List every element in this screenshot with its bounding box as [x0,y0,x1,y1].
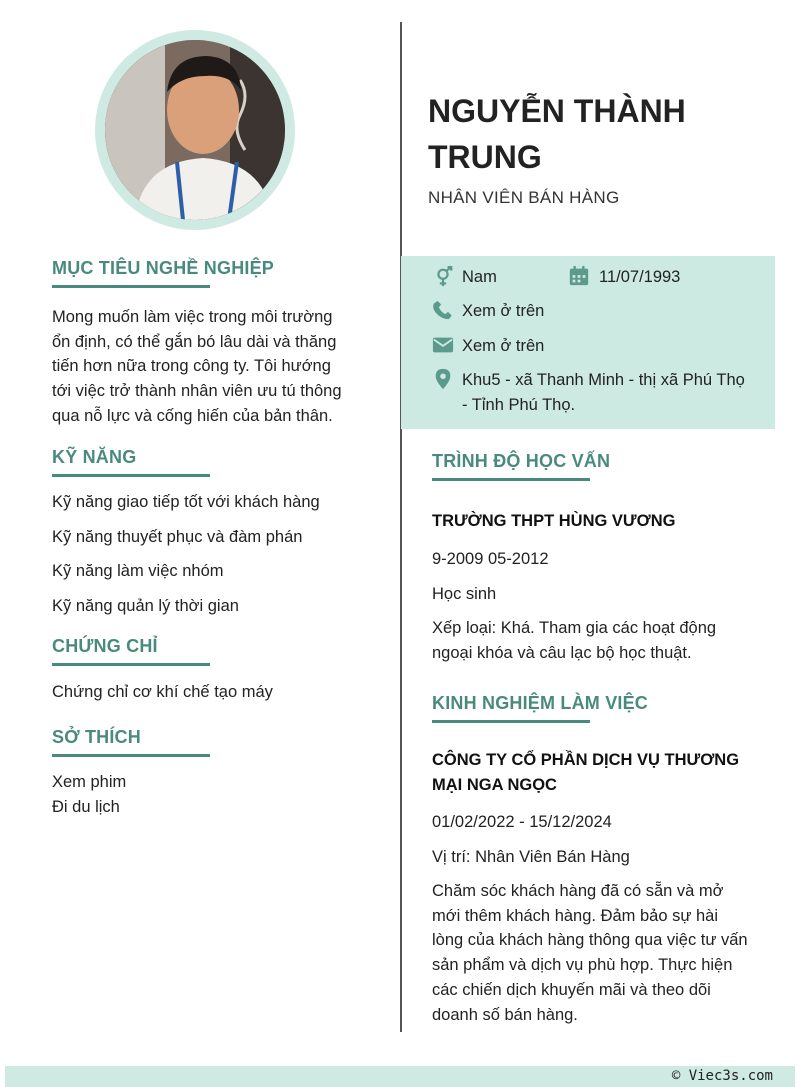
contact-panel [401,256,775,429]
skill-item: Kỹ năng làm việc nhóm [52,562,224,580]
avatar-ring [95,30,295,230]
skill-item: Kỹ năng giao tiếp tốt với khách hàng [52,493,320,511]
hobbies-underline [52,754,210,757]
skills-underline [52,474,210,477]
certificates-underline [52,663,210,666]
education-underline [432,478,590,481]
experience-heading: KINH NGHIỆM LÀM VIỆC [432,693,649,713]
experience-description: Chăm sóc khách hàng đã có sẵn và mở mới thêm khách hàng. Đảm bảo sự hài lòng của khách hàng thông qua việc tư vấn sản phẩm và dịch vụ phù hợp. Thực hiện các chiến dịch khuyến mãi và theo dõi doanh số bán hàng. [432,882,748,1024]
candidate-title: NHÂN VIÊN BÁN HÀNG [428,188,620,207]
skills-heading: KỸ NĂNG [52,447,137,467]
hobby-item: Xem phim [52,773,127,791]
experience-company-line: CÔNG TY CỔ PHẦN DỊCH VỤ THƯƠNG [432,751,740,769]
certificate-item: Chứng chỉ cơ khí chế tạo máy [52,683,273,701]
hobbies-heading: SỞ THÍCH [52,727,141,747]
avatar [105,40,285,220]
footer-bar [5,1066,795,1087]
gender-icon [432,266,454,288]
certificates-heading: CHỨNG CHỈ [52,636,158,656]
footer-credit: © Viec3s.com [671,1068,773,1084]
address-value: Khu5 - xã Thanh Minh - thị xã Phú Thọ - Tỉnh Phú Thọ. [462,371,745,414]
experience-company [432,748,739,797]
experience-company-line: MẠI NGA NGỌC [432,775,557,794]
candidate-name [428,88,686,180]
column-divider [400,22,402,1032]
skill-item: Kỹ năng quản lý thời gian [52,597,239,615]
objective-section [52,258,352,429]
experience-position: Vị trí: Nhân Viên Bán Hàng [432,848,630,866]
calendar-icon [568,265,590,287]
email-value: Xem ở trên [462,337,545,355]
phone-value: Xem ở trên [462,302,545,320]
avatar-photo [105,40,285,220]
experience-underline [432,720,590,723]
skill-item: Kỹ năng thuyết phục và đàm phán [52,528,303,546]
education-degree: Học sinh [432,585,497,603]
candidate-name-line: TRUNG [428,139,542,175]
candidate-name-line: NGUYỄN THÀNH [428,93,686,129]
skills-section [52,447,352,477]
hobby-item: Đi du lịch [52,798,120,816]
experience-period: 01/02/2022 - 15/12/2024 [432,813,612,831]
location-pin-icon [432,368,454,390]
education-school: TRƯỜNG THPT HÙNG VƯƠNG [432,512,676,530]
certificates-section [52,636,352,666]
phone-icon [432,299,454,321]
birthday-value: 11/07/1993 [599,268,681,286]
education-period: 9-2009 05-2012 [432,550,549,568]
objective-text: Mong muốn làm việc trong môi trường ổn định, có thể gắn bó lâu dài và thăng tiến hơn nữa trong công ty. Tôi hướng tới việc trở thành nhân viên ưu tú thông qua nỗ lực và cống hiến của bản thân. [52,308,342,425]
education-note: Xếp loại: Khá. Tham gia các hoạt động ngoại khóa và câu lạc bộ học thuật. [432,619,717,662]
education-section [432,451,762,481]
gender-value: Nam [462,268,497,286]
objective-heading: MỤC TIÊU NGHỀ NGHIỆP [52,258,275,278]
hobbies-section [52,727,352,757]
objective-underline [52,285,210,288]
experience-section [432,693,762,723]
education-heading: TRÌNH ĐỘ HỌC VẤN [432,451,611,471]
mail-icon [432,334,454,356]
